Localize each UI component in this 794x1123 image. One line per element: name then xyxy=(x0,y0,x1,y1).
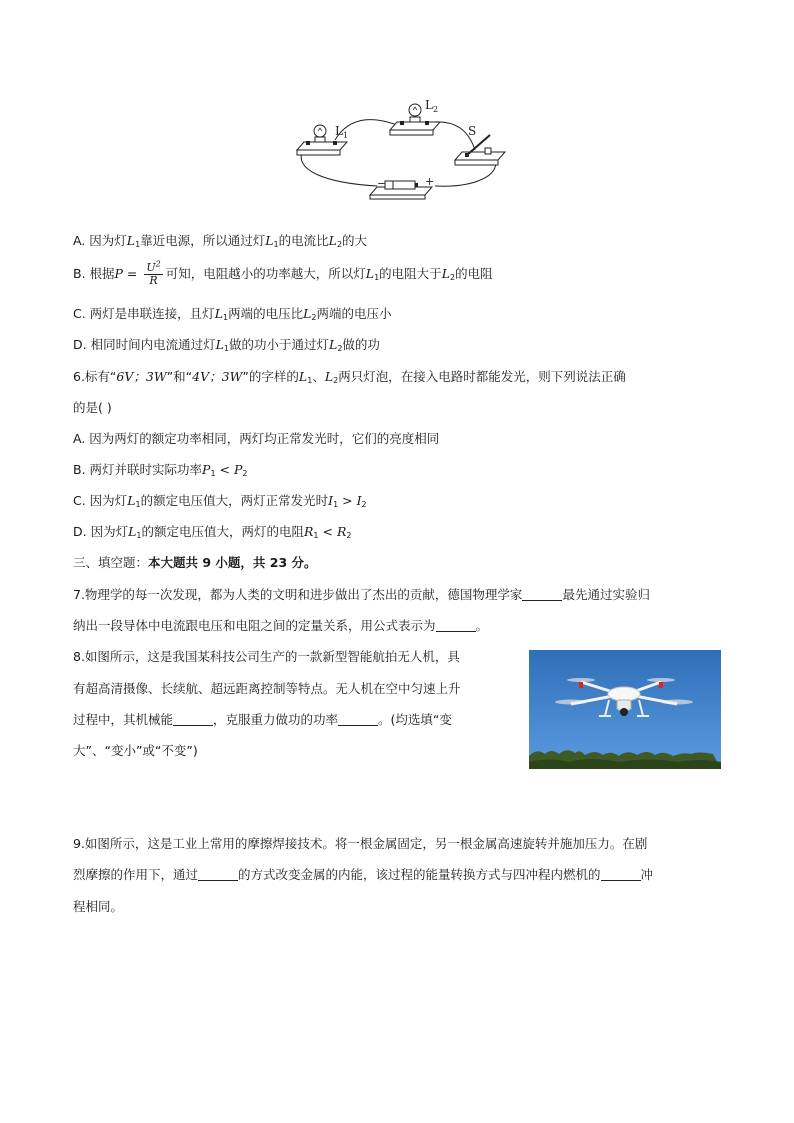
answer-blank[interactable] xyxy=(338,713,378,726)
q8-line1: 8.如图所示，这是我国某科技公司生产的一款新型智能航拍无人机，具 xyxy=(73,649,460,664)
q5-option-c: C. 两灯是串联连接，且灯$L_1$两端的电压比$L_2$两端的电压小 xyxy=(73,306,392,322)
formula-fraction: $\frac{U^2}{R}$ xyxy=(146,259,161,287)
label-l2-sub: 2 xyxy=(432,105,439,114)
q7-line1: 7.物理学的每一次发现，都为人类的文明和进步做出了杰出的贡献，德国物理学家 最先通过实验归 xyxy=(73,587,650,602)
q6-option-a: A. 因为两灯的额定功率相同，两灯均正常发光时，它们的亮度相同 xyxy=(73,431,440,446)
battery-minus: − xyxy=(377,177,387,190)
q8-line4: 大”、“变小”或“不变”) xyxy=(73,743,198,758)
section-heading: 三、填空题：本大题共 9 小题，共 23 分。 xyxy=(73,555,317,570)
svg-text:L1 xyxy=(335,124,348,140)
circuit-figure xyxy=(285,95,515,203)
q6-stem-line1: 6.标有“6V；3W”和“4V；3W”的字样的$L_1$、$L_2$两只灯泡，在接入电路时都能发光，则下列说法正确 xyxy=(73,369,626,385)
label-s: S xyxy=(468,124,477,138)
label-l1: L xyxy=(335,124,343,138)
answer-blank[interactable] xyxy=(601,868,641,881)
q7-line2: 纳出一段导体中电流跟电压和电阻之间的定量关系，用公式表示为 。 xyxy=(73,618,489,633)
q6-option-d: D. 因为灯$L_1$的额定电压值大，两灯的电阻$R_1 < R_2$ xyxy=(73,524,352,540)
q5-option-a: A. 因为灯$L_1$靠近电源，所以通过灯$L_1$的电流比$L_2$的大 xyxy=(73,233,368,249)
battery-plus: + xyxy=(425,175,435,188)
q5-option-d: D. 相同时间内电流通过灯$L_1$做的功小于通过灯$L_2$做的功 xyxy=(73,337,380,353)
q9-line3: 程相同。 xyxy=(73,899,124,914)
svg-text:L2 xyxy=(425,98,438,114)
answer-blank[interactable] xyxy=(198,868,238,881)
answer-blank[interactable] xyxy=(522,588,562,601)
answer-blank[interactable] xyxy=(173,713,213,726)
q6-option-c: C. 因为灯$L_1$的额定电压值大，两灯正常发光时$I_1 > I_2$ xyxy=(73,493,367,509)
q6-option-b: B. 两灯并联时实际功率$P_1 < P_2$ xyxy=(73,462,248,478)
switch-s xyxy=(455,135,505,165)
q5-option-b: B. 根据P = $\frac{U^2}{R}$ 可知，电阻越小的功率越大，所以灯$L_1$的电阻大于$L_2$的电阻 xyxy=(73,259,493,287)
q8-line2: 有超高清摄像、长续航、超远距离控制等特点。无人机在空中匀速上升 xyxy=(73,681,461,696)
label-l1-sub: 1 xyxy=(342,131,349,140)
q6-stem-line2: 的是( ) xyxy=(73,400,112,415)
label-l2: L xyxy=(425,98,433,112)
q9-line1: 9.如图所示，这是工业上常用的摩擦焊接技术。将一根金属固定，另一根金属高速旋转并施加压力。在剧 xyxy=(73,836,648,851)
q8-line3: 过程中，其机械能 ，克服重力做功的功率 。(均选填“变 xyxy=(73,712,452,727)
answer-blank[interactable] xyxy=(436,619,476,632)
drone-photo xyxy=(529,650,721,769)
q9-line2: 烈摩擦的作用下，通过 的方式改变金属的内能，该过程的能量转换方式与四冲程内燃机的 冲 xyxy=(73,867,654,882)
